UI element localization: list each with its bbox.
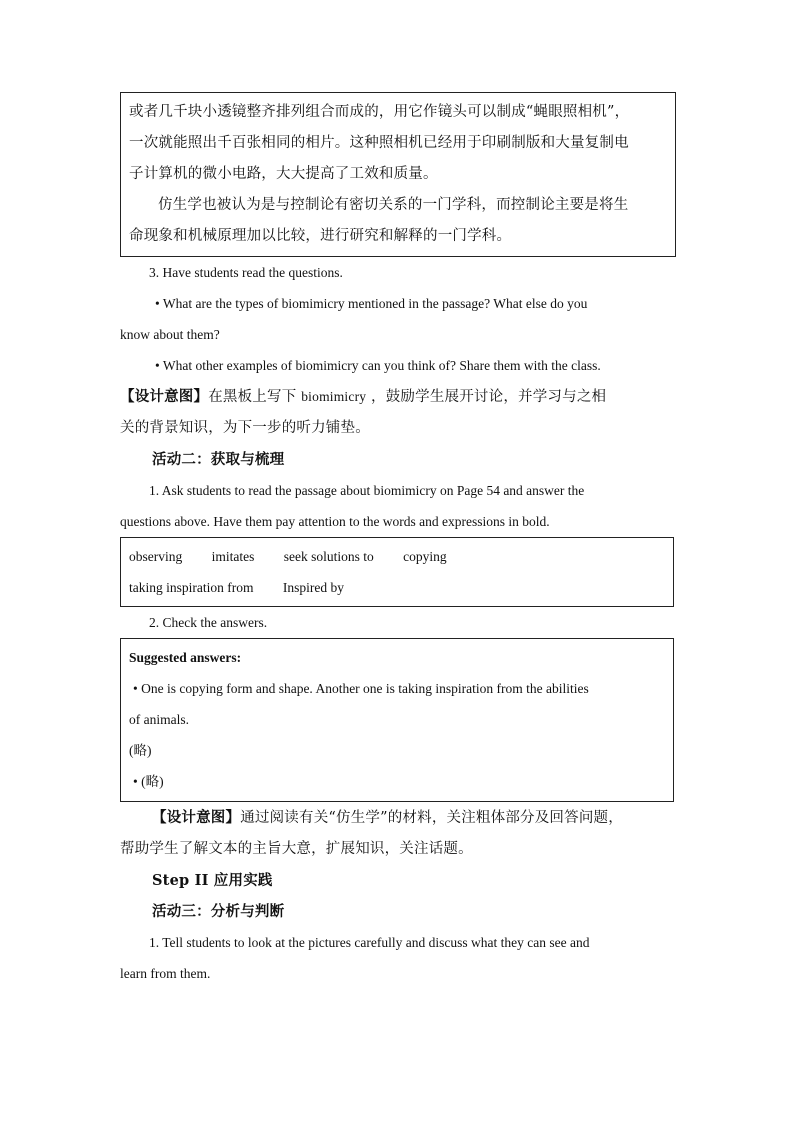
vocabulary-row-2	[129, 572, 665, 603]
design-intent-text-b: ，鼓励学生展开讨论，并学习与之相	[366, 389, 607, 405]
design-intent-2-label: 【设计意图】	[152, 809, 241, 826]
step-2-check-answers: 2. Check the answers.	[149, 615, 268, 630]
design-intent-label: 【设计意图】	[120, 388, 209, 405]
activity-3-step-1-line-1: 1. Tell students to look at the pictures carefully and discuss what they can see and	[149, 935, 590, 950]
answer-line-3: (略)	[129, 743, 152, 758]
box-line-2: 一次就能照出千百张相同的相片。这种照相机已经用于印刷制版和大量复制电	[129, 135, 629, 151]
activity-3-heading: 活动三：分析与判断	[152, 903, 285, 920]
activity-3-step-1-line-2: learn from them.	[120, 966, 211, 981]
chinese-text-box	[120, 92, 676, 257]
answer-line-4: • (略)	[133, 774, 164, 789]
design-intent-2-text: 通过阅读有关“仿生学”的材料，关注粗体部分及回答问题，	[240, 810, 623, 826]
vocab-item: taking inspiration from	[129, 580, 254, 595]
vocabulary-box	[120, 537, 674, 607]
suggested-answers-box	[120, 638, 674, 802]
design-intent-2-line-1	[120, 802, 676, 834]
vocabulary-row-1	[129, 541, 665, 572]
answer-line-1: • One is copying form and shape. Another one is taking inspiration from the abilities	[133, 681, 589, 696]
vocab-item: copying	[403, 549, 447, 564]
activity-2-step-1-line-2: questions above. Have them pay attention to the words and expressions in bold.	[120, 514, 550, 529]
design-intent-2-line-2: 帮助学生了解文本的主旨大意，扩展知识，关注话题。	[120, 841, 473, 857]
question-1-line-2: know about them?	[120, 327, 220, 342]
vocab-item: imitates	[211, 549, 255, 564]
box-para2-line-2: 命现象和机械原理加以比较，进行研究和解释的一门学科。	[129, 228, 512, 244]
box-para2-line-1: 仿生学也被认为是与控制论有密切关系的一门学科，而控制论主要是将生	[158, 197, 629, 213]
box-line-1: 或者几千块小透镜整齐排列组合而成的，用它作镜头可以制成“蝇眼照相机”，	[129, 104, 630, 120]
design-intent-text-a: 在黑板上写下	[208, 389, 302, 405]
vocab-item: seek solutions to	[283, 549, 374, 564]
step-3-instruction: 3. Have students read the questions.	[149, 265, 343, 280]
question-1-line-1: • What are the types of biomimicry mentioned in the passage? What else do you	[155, 296, 588, 311]
question-2: • What other examples of biomimicry can you think of? Share them with the class.	[155, 358, 601, 373]
vocab-item: observing	[129, 549, 183, 564]
answer-line-2: of animals.	[129, 712, 189, 727]
box-line-3: 子计算机的微小电路，大大提高了工效和质量。	[129, 166, 438, 182]
design-intent-1-line-1	[120, 381, 676, 413]
document-content	[120, 92, 676, 989]
activity-2-heading: 活动二：获取与梳理	[152, 451, 285, 468]
design-intent-word: biomimicry	[301, 389, 367, 404]
design-intent-1-line-2: 关的背景知识，为下一步的听力铺垫。	[120, 420, 370, 436]
vocab-item: Inspired by	[282, 580, 344, 595]
suggested-answers-title: Suggested answers:	[129, 650, 242, 665]
step-ii-heading: Step II 应用实践	[152, 872, 273, 889]
activity-2-step-1-line-1: 1. Ask students to read the passage about biomimicry on Page 54 and answer the	[149, 483, 585, 498]
